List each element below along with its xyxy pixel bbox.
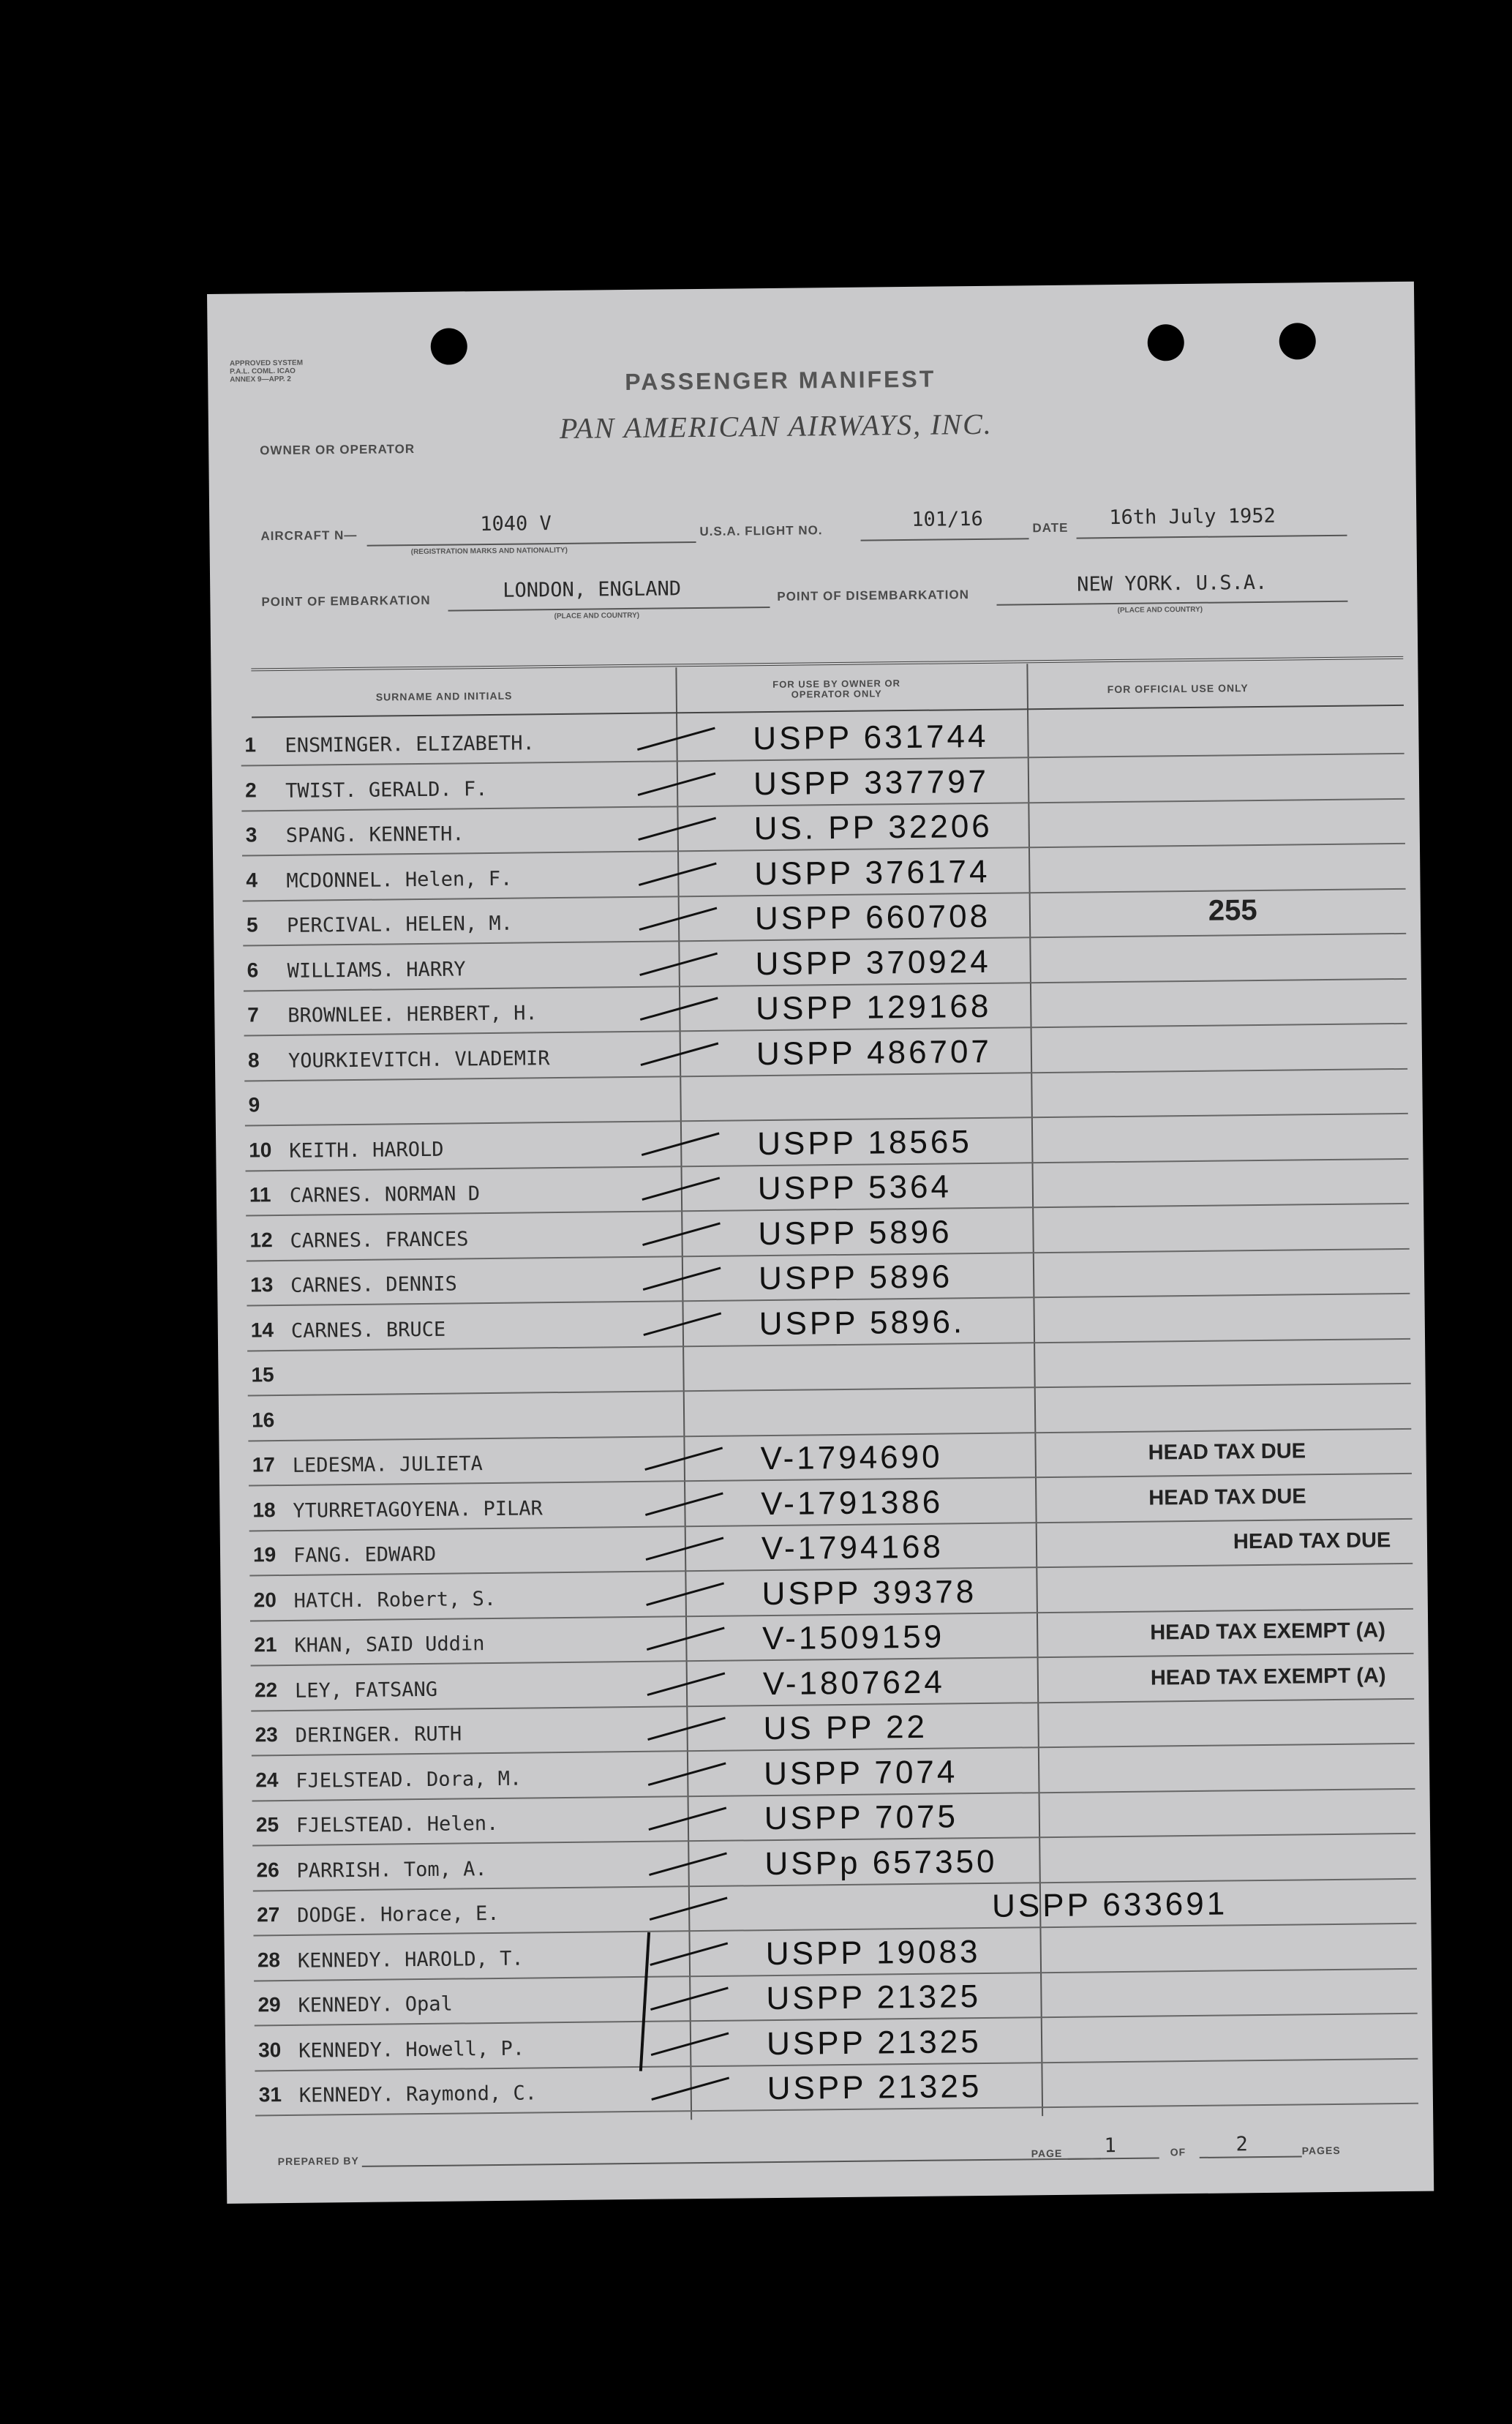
passport-number: US. PP 32206: [753, 808, 993, 847]
passenger-name: CARNES. NORMAN D: [289, 1182, 481, 1207]
row-number: 30: [257, 2038, 282, 2061]
check-mark: [645, 1492, 723, 1515]
aircraft-label: AIRCRAFT N—: [260, 528, 358, 544]
punch-hole: [1148, 324, 1185, 361]
check-mark: [640, 997, 718, 1021]
passenger-name: PERCIVAL. HELEN, M.: [286, 912, 514, 937]
row-number: 7: [247, 1003, 260, 1027]
check-mark: [642, 1132, 720, 1155]
passport-number: USPP 5896: [758, 1258, 953, 1297]
passport-number: USPP 370924: [755, 943, 991, 982]
passport-number: USPP 337797: [753, 763, 990, 802]
punch-hole: [431, 328, 468, 365]
passport-number: USPP 21325: [766, 2023, 982, 2062]
row-number: 27: [257, 1903, 280, 1926]
passenger-name: YTURRETAGOYENA. PILAR: [293, 1496, 543, 1523]
passport-number: USPp 657350: [764, 1843, 998, 1882]
manifest-page: [207, 282, 1434, 2204]
col-operator-header: FOR USE BY OWNER OR OPERATOR ONLY: [772, 678, 901, 700]
passenger-name: MCDONNEL. Helen, F.: [286, 867, 513, 893]
passport-number: V-1794690: [760, 1438, 943, 1477]
check-mark: [643, 1312, 721, 1335]
check-mark: [642, 1177, 720, 1201]
passenger-name: KENNEDY. Howell, P.: [298, 2037, 525, 2063]
passenger-name: DERINGER. RUTH: [295, 1722, 462, 1747]
row-number: 10: [249, 1138, 272, 1161]
passport-number: USPP 39378: [761, 1573, 977, 1612]
row-number: 28: [257, 1948, 281, 1971]
row-number: 31: [258, 2083, 282, 2106]
row-number: 6: [247, 958, 259, 981]
passenger-name: FJELSTEAD. Dora, M.: [296, 1767, 522, 1793]
check-mark: [646, 1582, 724, 1605]
passport-number: USPP 633691: [991, 1885, 1228, 1924]
official-note: HEAD TAX EXEMPT (A): [1150, 1618, 1386, 1645]
passport-number: V-1509159: [762, 1618, 945, 1657]
passport-number: USPP 19083: [765, 1933, 981, 1972]
check-mark: [642, 1222, 721, 1245]
passport-number: USPP 660708: [754, 898, 991, 937]
check-mark: [639, 907, 718, 931]
passenger-name: KENNEDY. Opal: [298, 1992, 453, 2017]
passenger-name: FANG. EDWARD: [293, 1542, 437, 1567]
passport-number: USPP 21325: [767, 2068, 982, 2107]
passenger-name: SPANG. KENNETH.: [285, 822, 464, 847]
embark-label: POINT OF EMBARKATION: [261, 593, 431, 609]
passport-number: USPP 7074: [763, 1753, 958, 1792]
row-number: 3: [245, 823, 257, 847]
row-number: 2: [244, 778, 257, 801]
row-number: 5: [246, 913, 258, 937]
passenger-name: HATCH. Robert, S.: [293, 1587, 497, 1613]
passport-number: US PP 22: [763, 1708, 928, 1747]
official-note: HEAD TAX DUE: [1233, 1528, 1391, 1554]
official-note: HEAD TAX DUE: [1148, 1439, 1306, 1465]
row-number: 24: [255, 1768, 279, 1791]
registration-note: (REGISTRATION MARKS AND NATIONALITY): [410, 546, 568, 557]
flight-value: 101/16: [911, 507, 983, 531]
disembark-label: POINT OF DISEMBARKATION: [777, 588, 970, 604]
row-number: 25: [255, 1813, 279, 1836]
passenger-name: LEY, FATSANG: [294, 1678, 438, 1703]
date-value: 16th July 1952: [1109, 504, 1276, 530]
passenger-name: YOURKIEVITCH. VLADEMIR: [287, 1046, 550, 1073]
passenger-name: KENNEDY. HAROLD, T.: [297, 1947, 524, 1973]
passenger-name: CARNES. DENNIS: [290, 1272, 457, 1297]
row-number: 13: [250, 1273, 274, 1297]
check-mark: [639, 952, 718, 975]
passport-number: USPP 5896: [758, 1213, 952, 1252]
check-mark: [646, 1537, 724, 1561]
aircraft-value: 1040 V: [480, 512, 552, 536]
row-number: 4: [246, 868, 258, 891]
row-number: 16: [251, 1408, 275, 1431]
passport-number: USPP 376174: [754, 853, 990, 892]
passenger-name: LEDESMA. JULIETA: [292, 1452, 484, 1477]
passenger-name: WILLIAMS. HARRY: [287, 957, 466, 983]
pages-label: PAGES: [1301, 2144, 1341, 2157]
check-mark: [647, 1627, 725, 1651]
row-number: 23: [255, 1723, 278, 1746]
approval-note: APPROVED SYSTEM P.A.L. COML. ICAO ANNEX 9—APP. 2: [229, 359, 304, 384]
row-number: 11: [249, 1183, 271, 1207]
check-mark: [647, 1717, 726, 1741]
embark-note: (PLACE AND COUNTRY): [554, 611, 640, 621]
check-mark: [647, 1672, 726, 1695]
passenger-name: CARNES. BRUCE: [290, 1318, 446, 1343]
row-number: 18: [252, 1498, 276, 1521]
check-mark: [638, 817, 716, 841]
col-surname-header: SURNAME AND INITIALS: [375, 689, 513, 703]
passport-number: USPP 21325: [766, 1978, 982, 2017]
passenger-name: CARNES. FRANCES: [290, 1227, 469, 1253]
passport-number: USPP 18565: [756, 1123, 973, 1162]
row-number: 22: [254, 1678, 278, 1701]
row-number: 14: [250, 1318, 274, 1341]
page-label: PAGE: [1031, 2147, 1063, 2160]
row-number: 17: [252, 1453, 276, 1476]
passport-number: V-1794168: [761, 1528, 944, 1567]
row-number: 1: [244, 733, 257, 757]
passenger-name: KEITH. HAROLD: [289, 1138, 444, 1163]
passenger-name: ENSMINGER. ELIZABETH.: [285, 732, 535, 757]
check-mark: [637, 727, 715, 751]
row-number: 26: [256, 1858, 279, 1881]
manifest-title: PASSENGER MANIFEST: [625, 365, 936, 396]
row-number: 19: [252, 1543, 277, 1566]
official-note: HEAD TAX EXEMPT (A): [1150, 1663, 1386, 1690]
passport-number: USPP 7075: [764, 1798, 959, 1837]
punch-hole: [1279, 323, 1316, 360]
passenger-name: TWIST. GERALD. F.: [285, 777, 488, 803]
check-mark: [651, 2076, 729, 2100]
page-number: 1: [1104, 2134, 1116, 2158]
check-mark: [649, 1852, 727, 1875]
row-number: 29: [257, 1993, 281, 2016]
passenger-name: KHAN, SAID Uddin: [294, 1632, 485, 1657]
row-number: 12: [249, 1228, 273, 1251]
row-number: 15: [251, 1363, 274, 1387]
embark-value: LONDON, ENGLAND: [503, 577, 682, 602]
official-note: HEAD TAX DUE: [1148, 1484, 1306, 1510]
row-number: 8: [247, 1048, 260, 1071]
disembark-value: NEW YORK. U.S.A.: [1077, 571, 1268, 596]
passport-number: USPP 5896.: [759, 1303, 966, 1342]
row-number: 20: [253, 1588, 277, 1611]
passport-number: V-1791386: [761, 1484, 944, 1522]
passenger-name: BROWNLEE. HERBERT, H.: [287, 1002, 538, 1027]
passport-number: V-1807624: [762, 1664, 946, 1702]
passport-number: USPP 631744: [753, 718, 989, 757]
check-mark: [650, 1896, 728, 1920]
flight-label: U.S.A. FLIGHT NO.: [699, 523, 823, 539]
passport-number: USPP 129168: [756, 988, 992, 1027]
check-mark: [650, 1986, 729, 2010]
prepared-label: PREPARED BY: [277, 2154, 359, 2168]
check-mark: [651, 2032, 729, 2055]
row-number: 9: [248, 1093, 260, 1117]
date-label: DATE: [1032, 520, 1069, 536]
check-mark: [644, 1447, 723, 1471]
check-mark: [638, 772, 716, 795]
disembark-note: (PLACE AND COUNTRY): [1117, 605, 1203, 615]
passport-number: USPP 486707: [756, 1033, 993, 1072]
table-top-rule: [251, 656, 1403, 671]
official-note: 255: [1208, 894, 1257, 927]
check-mark: [650, 1942, 728, 1965]
check-mark: [643, 1267, 721, 1291]
check-mark: [641, 1042, 719, 1065]
total-pages: 2: [1235, 2133, 1248, 2156]
passenger-name: PARRISH. Tom, A.: [296, 1857, 487, 1883]
owner-label: OWNER OR OPERATOR: [260, 442, 415, 458]
passport-number: USPP 5364: [757, 1168, 952, 1207]
col-official-header: FOR OFFICIAL USE ONLY: [1107, 682, 1249, 696]
row-number: 21: [254, 1633, 277, 1656]
check-mark: [648, 1807, 726, 1831]
passenger-name: FJELSTEAD. Helen.: [296, 1812, 499, 1837]
check-mark: [639, 862, 717, 885]
check-mark: [648, 1762, 726, 1785]
of-label: OF: [1170, 2146, 1186, 2158]
company-name: PAN AMERICAN AIRWAYS, INC.: [559, 407, 993, 445]
passenger-name: KENNEDY. Raymond, C.: [298, 2082, 538, 2107]
passenger-name: DODGE. Horace, E.: [297, 1902, 500, 1927]
